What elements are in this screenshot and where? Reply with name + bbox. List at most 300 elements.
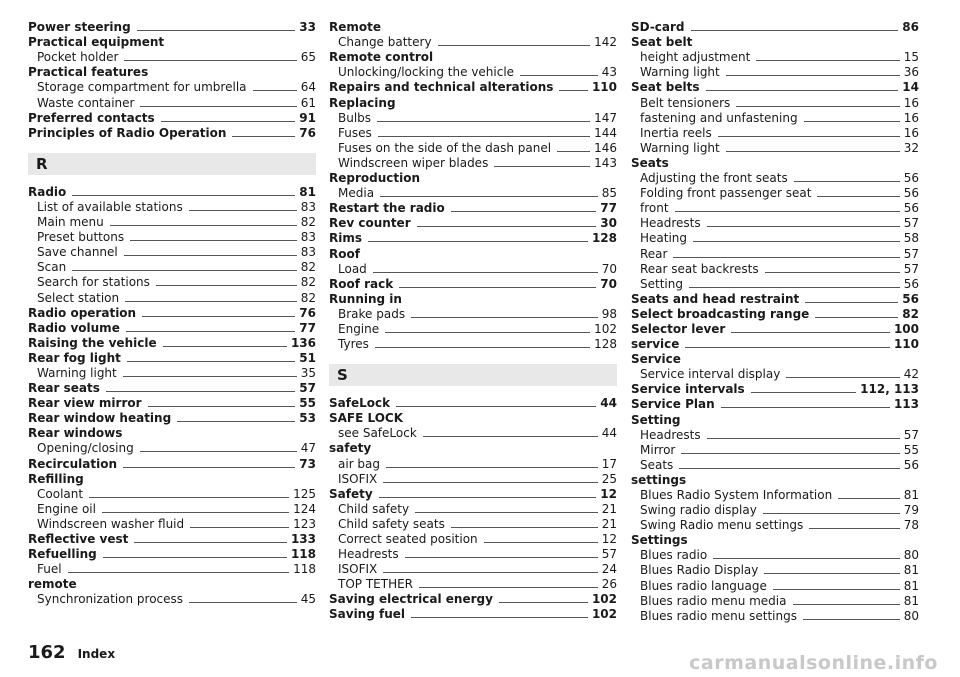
entry-term: remote xyxy=(28,577,77,592)
index-entry[interactable] xyxy=(28,185,316,200)
page-reference[interactable]: 81 xyxy=(903,563,919,578)
leader-line xyxy=(68,572,290,573)
index-subentry[interactable] xyxy=(329,456,617,471)
entry-term: height adjustment xyxy=(640,50,751,65)
page-reference[interactable]: 12 xyxy=(601,532,617,546)
leader-line xyxy=(815,317,898,318)
index-subentry[interactable] xyxy=(329,307,617,322)
index-subentry[interactable] xyxy=(631,443,919,458)
page-reference[interactable]: 55 xyxy=(299,396,316,411)
index-subentry[interactable] xyxy=(631,578,919,593)
entry-term: Fuses on the side of the dash panel xyxy=(338,140,552,155)
page-reference[interactable]: 36 xyxy=(903,65,919,80)
entry-term: Blues radio language xyxy=(640,578,767,593)
entry-term: Service interval display xyxy=(640,367,781,382)
entry-term: SAFE LOCK xyxy=(329,411,404,426)
page-reference[interactable]: 21 xyxy=(601,516,617,531)
index-entry[interactable] xyxy=(28,111,316,126)
page-reference[interactable]: 12 xyxy=(600,486,617,501)
index-entry[interactable] xyxy=(631,397,919,412)
index-entry[interactable] xyxy=(631,20,919,35)
leader-line xyxy=(126,331,295,332)
entry-term: Select station xyxy=(37,290,120,305)
entry-term: Service xyxy=(631,352,681,367)
index-subentry[interactable] xyxy=(631,428,919,443)
index-entry[interactable] xyxy=(28,20,316,35)
index-subentry[interactable] xyxy=(631,216,919,231)
page-reference[interactable]: 44 xyxy=(600,396,617,411)
page-reference[interactable]: 142 xyxy=(594,35,617,50)
leader-line xyxy=(89,497,289,498)
page-reference[interactable]: 81 xyxy=(903,593,919,608)
page-reference[interactable]: 65 xyxy=(300,50,316,65)
page-reference[interactable]: 118 xyxy=(293,562,316,577)
leader-line xyxy=(72,195,295,196)
leader-line xyxy=(438,45,591,46)
entry-term: Brake pads xyxy=(338,306,406,321)
index-entry[interactable] xyxy=(329,277,617,292)
page-reference[interactable]: 56 xyxy=(903,276,919,291)
page-reference[interactable]: 16 xyxy=(903,110,919,125)
entry-term: Save channel xyxy=(37,245,118,260)
index-entry[interactable] xyxy=(28,321,316,336)
page-reference[interactable]: 98 xyxy=(601,306,617,321)
page-reference[interactable]: 80 xyxy=(903,608,919,623)
page-reference[interactable]: 33 xyxy=(299,20,316,35)
page-reference[interactable]: 56 xyxy=(903,201,919,216)
index-subentry[interactable] xyxy=(631,171,919,186)
index-subentry[interactable] xyxy=(28,562,316,577)
index-subentry[interactable] xyxy=(631,518,919,533)
entry-term: Settings xyxy=(631,533,688,548)
page-reference[interactable]: 113 xyxy=(893,397,919,412)
page-reference[interactable]: 64 xyxy=(300,80,316,95)
entry-term: ISOFIX xyxy=(338,562,378,577)
entry-term: Blues radio xyxy=(640,548,708,563)
index-entry[interactable] xyxy=(631,292,919,307)
index-subentry[interactable] xyxy=(329,337,617,352)
page-reference[interactable]: 82 xyxy=(300,260,316,275)
index-subentry[interactable] xyxy=(329,65,617,80)
index-subentry[interactable] xyxy=(631,488,919,503)
leader-line xyxy=(499,602,588,603)
page-footer xyxy=(28,642,115,663)
page-reference[interactable]: 136 xyxy=(290,335,316,350)
index-entry[interactable] xyxy=(28,411,316,426)
index-subentry[interactable] xyxy=(28,441,316,456)
entry-term: Synchronization process xyxy=(37,592,184,607)
leader-line xyxy=(689,287,900,288)
footer-section-label: Index xyxy=(77,647,116,661)
page-reference[interactable]: 57 xyxy=(903,261,919,276)
page-reference[interactable]: 102 xyxy=(591,607,617,622)
entry-term: Rear view mirror xyxy=(28,396,142,411)
index-entry[interactable] xyxy=(28,456,316,471)
entry-term: Radio operation xyxy=(28,305,137,320)
leader-line xyxy=(809,528,899,529)
page-reference[interactable]: 124 xyxy=(293,501,316,516)
leader-line xyxy=(379,497,597,498)
index-subentry[interactable] xyxy=(329,426,617,441)
page-reference[interactable]: 77 xyxy=(299,320,316,335)
entry-term: Headrests xyxy=(640,427,701,442)
index-subentry[interactable] xyxy=(329,472,617,487)
index-subentry[interactable] xyxy=(28,502,316,517)
entry-term: Power steering xyxy=(28,20,131,35)
page-reference[interactable]: 123 xyxy=(293,516,316,531)
index-subentry[interactable] xyxy=(631,141,919,156)
page-reference[interactable]: 24 xyxy=(601,562,617,577)
index-subentry[interactable] xyxy=(28,50,316,65)
leader-line xyxy=(675,211,900,212)
entry-term: Preferred contacts xyxy=(28,110,155,125)
leader-line xyxy=(123,467,295,468)
page-reference[interactable]: 83 xyxy=(300,230,316,245)
page-reference[interactable]: 133 xyxy=(290,532,316,546)
leader-line xyxy=(380,196,598,197)
entry-term: service xyxy=(631,337,680,352)
page-reference[interactable]: 102 xyxy=(591,592,617,607)
leader-line xyxy=(134,542,287,543)
index-entry xyxy=(329,246,617,261)
leader-line xyxy=(765,272,900,273)
page-reference[interactable]: 112, 113 xyxy=(860,382,919,397)
index-subentry[interactable] xyxy=(631,367,919,382)
index-subentry[interactable] xyxy=(631,186,919,201)
page-reference[interactable]: 82 xyxy=(902,306,919,321)
page-reference[interactable]: 30 xyxy=(600,216,617,231)
page-reference[interactable]: 70 xyxy=(600,276,617,291)
leader-line xyxy=(718,136,900,137)
page-reference[interactable]: 128 xyxy=(594,337,617,352)
leader-line xyxy=(773,589,900,590)
leader-line xyxy=(726,75,900,76)
leader-line xyxy=(72,270,297,271)
page-reference[interactable]: 25 xyxy=(601,471,617,486)
index-subentry[interactable] xyxy=(329,577,617,592)
page-reference[interactable]: 56 xyxy=(902,291,919,306)
index-subentry[interactable] xyxy=(28,260,316,275)
index-subentry[interactable] xyxy=(28,275,316,290)
index-entry[interactable] xyxy=(28,351,316,366)
entry-term: Heating xyxy=(640,231,688,246)
index-entry[interactable] xyxy=(28,126,316,141)
entry-term: Fuses xyxy=(338,125,372,140)
index-subentry[interactable] xyxy=(631,111,919,126)
index-subentry[interactable] xyxy=(329,126,617,141)
page-reference[interactable]: 146 xyxy=(594,140,617,155)
entry-term: Coolant xyxy=(37,486,84,501)
index-entry xyxy=(28,35,316,50)
index-entry[interactable] xyxy=(329,592,617,607)
page-reference[interactable]: 51 xyxy=(299,350,316,365)
index-subentry[interactable] xyxy=(329,562,617,577)
page-reference[interactable]: 57 xyxy=(903,246,919,261)
index-subentry[interactable] xyxy=(28,95,316,110)
index-column-1 xyxy=(28,20,316,607)
entry-term: Swing Radio menu settings xyxy=(640,518,804,533)
index-subentry[interactable] xyxy=(329,262,617,277)
leader-line xyxy=(368,241,588,242)
entry-term: Roof xyxy=(329,246,360,261)
entry-term: Remote control xyxy=(329,50,434,65)
index-subentry[interactable] xyxy=(631,231,919,246)
entry-term: Saving electrical energy xyxy=(329,592,493,607)
page-reference[interactable]: 55 xyxy=(903,442,919,457)
index-subentry[interactable] xyxy=(631,594,919,609)
entry-term: Seats xyxy=(640,457,674,472)
leader-line xyxy=(102,512,289,513)
entry-term: Headrests xyxy=(640,216,701,231)
index-entry[interactable] xyxy=(631,307,919,322)
page-reference[interactable]: 58 xyxy=(903,231,919,246)
page-reference[interactable]: 56 xyxy=(903,457,919,472)
leader-line xyxy=(106,391,295,392)
index-entry xyxy=(329,50,617,65)
index-entry[interactable] xyxy=(329,80,617,95)
leader-line xyxy=(189,602,297,603)
entry-term: Media xyxy=(338,186,375,201)
page-reference[interactable]: 42 xyxy=(903,367,919,382)
index-subentry[interactable] xyxy=(329,322,617,337)
page-reference[interactable]: 82 xyxy=(300,275,316,290)
page-reference[interactable]: 43 xyxy=(601,65,617,80)
index-entry xyxy=(28,577,316,592)
page-reference[interactable]: 57 xyxy=(903,427,919,442)
index-subentry[interactable] xyxy=(329,502,617,517)
leader-line xyxy=(731,332,890,333)
leader-line xyxy=(706,90,899,91)
page-reference[interactable]: 26 xyxy=(601,577,617,592)
entry-term: Preset buttons xyxy=(37,230,125,245)
page-reference[interactable]: 32 xyxy=(903,140,919,155)
page-reference[interactable]: 78 xyxy=(903,518,919,533)
page-reference[interactable]: 57 xyxy=(601,547,617,562)
index-subentry[interactable] xyxy=(631,548,919,563)
index-entry[interactable] xyxy=(28,547,316,562)
leader-line xyxy=(383,482,597,483)
leader-line xyxy=(140,106,296,107)
entry-term: Rear window heating xyxy=(28,411,172,426)
index-subentry[interactable] xyxy=(631,65,919,80)
index-subentry[interactable] xyxy=(631,262,919,277)
page-reference[interactable]: 14 xyxy=(902,80,919,95)
page-reference[interactable]: 76 xyxy=(299,125,316,140)
page-reference[interactable]: 15 xyxy=(903,50,919,65)
page-reference[interactable]: 80 xyxy=(903,548,919,563)
entry-term: Swing radio display xyxy=(640,503,757,518)
section-letter-header: S xyxy=(329,364,617,386)
index-subentry[interactable] xyxy=(631,201,919,216)
index-subentry[interactable] xyxy=(28,245,316,260)
page-reference[interactable]: 102 xyxy=(594,321,617,336)
page-reference[interactable]: 21 xyxy=(601,501,617,516)
index-subentry[interactable] xyxy=(631,563,919,578)
index-subentry[interactable] xyxy=(631,246,919,261)
page-reference[interactable]: 128 xyxy=(591,231,617,246)
entry-term: Reflective vest xyxy=(28,532,129,546)
index-entry[interactable] xyxy=(631,322,919,337)
index-subentry[interactable] xyxy=(329,141,617,156)
entry-term: Refuelling xyxy=(28,547,97,562)
index-subentry[interactable] xyxy=(28,80,316,95)
leader-line xyxy=(721,407,890,408)
page-reference[interactable]: 83 xyxy=(300,199,316,214)
index-subentry[interactable] xyxy=(631,126,919,141)
page-reference[interactable]: 73 xyxy=(299,456,316,471)
index-subentry[interactable] xyxy=(329,547,617,562)
index-subentry[interactable] xyxy=(329,517,617,532)
index-subentry[interactable] xyxy=(329,111,617,126)
index-entry[interactable] xyxy=(329,201,617,216)
page-reference[interactable]: 16 xyxy=(903,125,919,140)
page-reference[interactable]: 147 xyxy=(594,110,617,125)
leader-line xyxy=(786,377,899,378)
leader-line xyxy=(375,347,590,348)
entry-term: Rear seat backrests xyxy=(640,261,759,276)
page-reference[interactable]: 35 xyxy=(300,365,316,380)
page-reference[interactable]: 83 xyxy=(300,245,316,260)
leader-line xyxy=(838,498,900,499)
page-reference[interactable]: 143 xyxy=(594,155,617,170)
index-subentry[interactable] xyxy=(28,366,316,381)
page-reference[interactable]: 91 xyxy=(299,110,316,125)
page-reference[interactable]: 81 xyxy=(903,488,919,502)
index-subentry[interactable] xyxy=(329,186,617,201)
page-reference[interactable]: 86 xyxy=(902,20,919,35)
entry-term: Running in xyxy=(329,291,402,306)
index-entry[interactable] xyxy=(28,396,316,411)
entry-term: Practical equipment xyxy=(28,35,165,50)
entry-term: Blues radio menu media xyxy=(640,593,787,608)
page-reference[interactable]: 125 xyxy=(293,486,316,501)
index-subentry[interactable] xyxy=(329,156,617,171)
page-reference[interactable]: 45 xyxy=(300,592,316,607)
page-reference[interactable]: 57 xyxy=(903,216,919,231)
index-entry[interactable] xyxy=(28,532,316,547)
page-reference[interactable]: 47 xyxy=(300,441,316,456)
leader-line xyxy=(756,60,899,61)
index-entry[interactable] xyxy=(329,396,617,411)
leader-line xyxy=(148,406,296,407)
index-subentry[interactable] xyxy=(631,458,919,473)
index-subentry[interactable] xyxy=(28,487,316,502)
index-entry xyxy=(329,171,617,186)
index-entry xyxy=(631,156,919,171)
page-reference[interactable]: 81 xyxy=(299,184,316,199)
entry-term: Main menu xyxy=(37,215,104,230)
page-reference[interactable]: 110 xyxy=(893,337,919,352)
index-subentry[interactable] xyxy=(28,290,316,305)
entry-term: Bulbs xyxy=(338,110,372,125)
index-subentry[interactable] xyxy=(631,277,919,292)
index-subentry[interactable] xyxy=(28,517,316,532)
index-entry xyxy=(28,472,316,487)
page-reference[interactable]: 77 xyxy=(600,201,617,216)
index-entry xyxy=(329,441,617,456)
page-reference[interactable]: 57 xyxy=(299,381,316,396)
page-reference[interactable]: 100 xyxy=(893,321,919,336)
page-reference[interactable]: 56 xyxy=(903,171,919,186)
index-entry[interactable] xyxy=(28,306,316,321)
index-subentry[interactable] xyxy=(329,532,617,547)
index-entry[interactable] xyxy=(631,337,919,352)
page-reference[interactable]: 44 xyxy=(601,426,617,441)
index-entry[interactable] xyxy=(28,336,316,351)
leader-line xyxy=(127,361,295,362)
page-reference[interactable]: 85 xyxy=(601,186,617,201)
page-reference[interactable]: 144 xyxy=(594,125,617,140)
index-entry[interactable] xyxy=(329,487,617,502)
entry-term: Mirror xyxy=(640,442,676,457)
leader-line xyxy=(190,527,289,528)
page-reference[interactable]: 82 xyxy=(300,290,316,305)
leader-line xyxy=(417,226,597,227)
index-subentry[interactable] xyxy=(631,609,919,624)
leader-line xyxy=(415,512,598,513)
page-reference[interactable]: 118 xyxy=(290,547,316,562)
entry-term: Repairs and technical alterations xyxy=(329,80,554,95)
index-entry[interactable] xyxy=(28,381,316,396)
index-subentry[interactable] xyxy=(28,230,316,245)
entry-term: Refilling xyxy=(28,471,84,486)
entry-term: Waste container xyxy=(37,95,135,110)
index-subentry[interactable] xyxy=(329,35,617,50)
page-reference[interactable]: 76 xyxy=(299,305,316,320)
page-reference[interactable]: 79 xyxy=(903,503,919,518)
page-reference[interactable]: 17 xyxy=(601,456,617,471)
page-reference[interactable]: 81 xyxy=(903,578,919,593)
entry-term: Roof rack xyxy=(329,276,394,291)
page-reference[interactable]: 82 xyxy=(300,215,316,230)
leader-line xyxy=(681,453,899,454)
entry-term: Correct seated position xyxy=(338,532,478,546)
index-subentry[interactable] xyxy=(631,95,919,110)
entry-term: Blues Radio System Information xyxy=(640,488,833,502)
leader-line xyxy=(673,257,899,258)
index-entry[interactable] xyxy=(631,382,919,397)
leader-line xyxy=(385,332,590,333)
index-entry[interactable] xyxy=(631,80,919,95)
leader-line xyxy=(161,121,296,122)
index-entry[interactable] xyxy=(329,607,617,622)
page-reference[interactable]: 16 xyxy=(903,95,919,110)
watermark-text: carmanualsonline.info xyxy=(689,652,938,674)
entry-term: Pocket holder xyxy=(37,50,119,65)
entry-term: air bag xyxy=(338,456,381,471)
index-entry[interactable] xyxy=(329,216,617,231)
index-subentry[interactable] xyxy=(28,200,316,215)
page-reference[interactable]: 61 xyxy=(300,95,316,110)
index-subentry[interactable] xyxy=(631,503,919,518)
entry-term: Change battery xyxy=(338,35,432,50)
index-subentry[interactable] xyxy=(28,215,316,230)
leader-line xyxy=(451,211,597,212)
entry-term: Headrests xyxy=(338,547,399,562)
leader-line xyxy=(130,240,297,241)
page-reference[interactable]: 53 xyxy=(299,411,316,426)
entry-term: Warning light xyxy=(640,140,720,155)
leader-line xyxy=(253,90,297,91)
index-entry[interactable] xyxy=(329,231,617,246)
page-reference[interactable]: 70 xyxy=(601,261,617,276)
index-subentry[interactable] xyxy=(631,50,919,65)
page-reference[interactable]: 110 xyxy=(591,80,617,95)
entry-term: Load xyxy=(338,261,367,276)
page-reference[interactable]: 56 xyxy=(903,186,919,201)
index-subentry[interactable] xyxy=(28,592,316,607)
entry-term: Search for stations xyxy=(37,275,150,290)
